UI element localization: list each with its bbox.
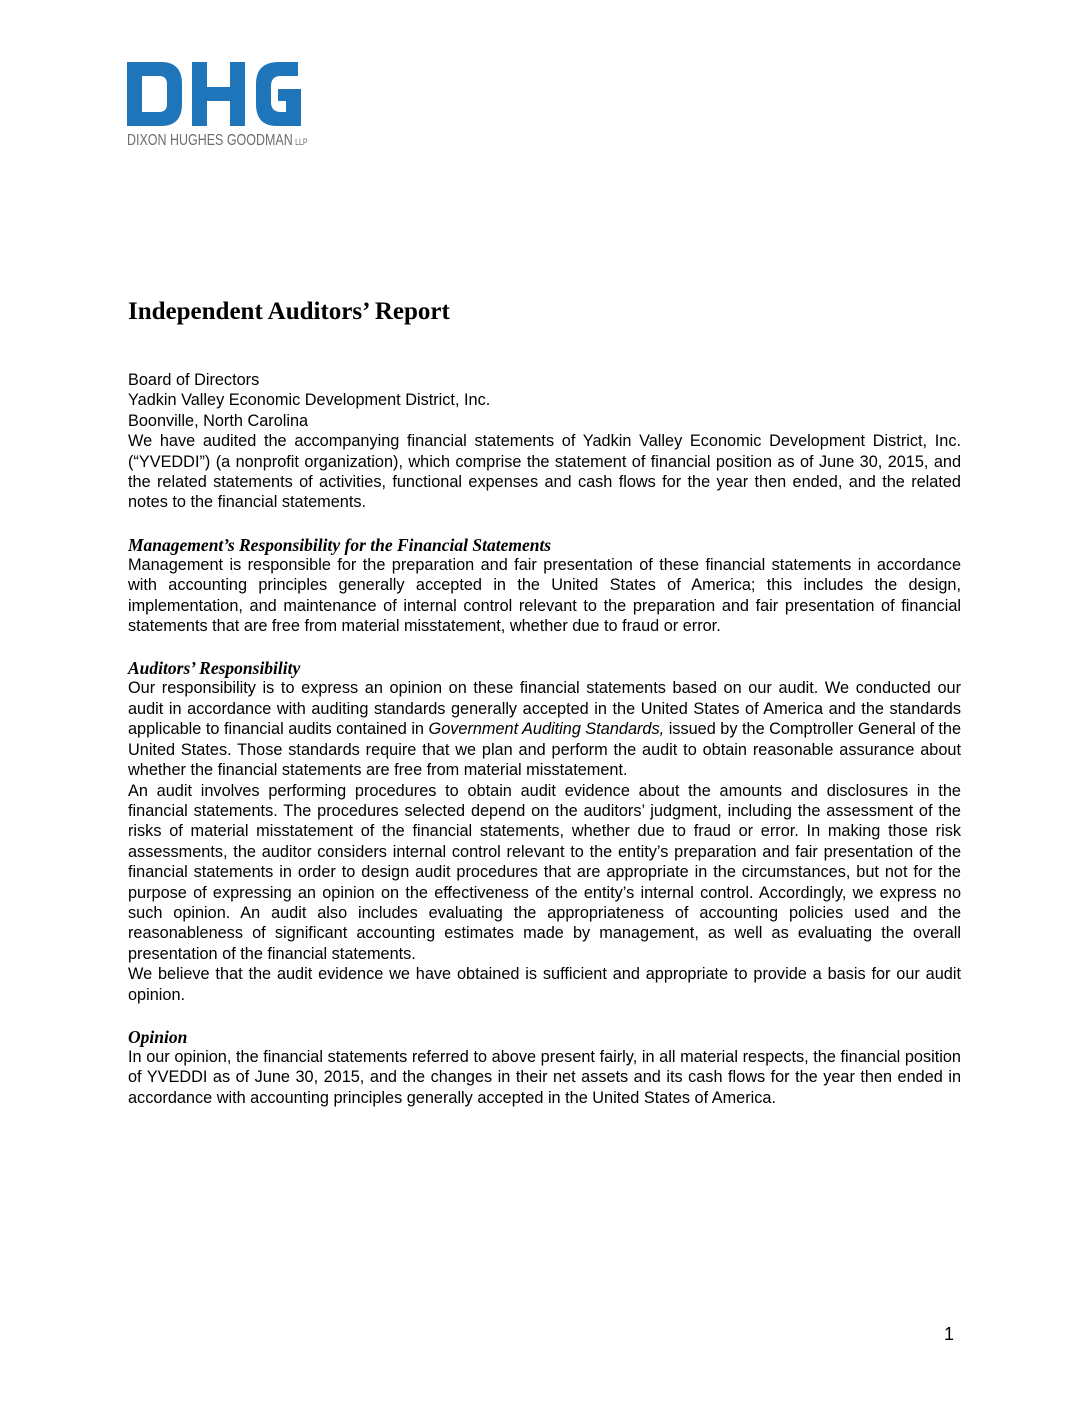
auditors-heading: Auditors’ Responsibility: [128, 658, 301, 679]
report-body: [128, 296, 961, 1108]
management-heading: Management’s Responsibility for the Financial Statements: [128, 534, 552, 555]
addressee-line: Board of Directors: [128, 371, 260, 389]
gas-italic: Government Auditing Standards,: [428, 720, 665, 739]
opinion-heading: Opinion: [128, 1026, 188, 1047]
auditors-text-a: Our responsibility is to express an opinion on these financial statements based on our audit. We conducted our audit in accordance with auditing standards generally accepted in the United States of America and the standards applicable to financial audits contained in: [128, 679, 961, 739]
opinion-paragraph: In our opinion, the financial statements referred to above present fairly, in all material respects, the financial position of YVEDDI as of June 30, 2015, and the changes in their net assets and its cash flows for the year then ended in accordance with accounting principles generally accepted in the United States of America.: [128, 1047, 961, 1107]
addressee-line: Boonville, North Carolina: [128, 411, 309, 430]
firm-name-text: DIXON HUGHES GOODMAN: [127, 132, 293, 149]
auditors-paragraph-3: We believe that the audit evidence we have obtained is sufficient and appropriate to provide a basis for our audit opinion.: [128, 965, 961, 1004]
dhg-logo: [127, 62, 327, 152]
addressee-block: [128, 370, 961, 431]
intro-paragraph: We have audited the accompanying financial statements of Yadkin Valley Economic Development District, Inc. (“YVEDDI”) (a nonprofit organization), which comprise the statement of financial position as of June 30, 2015, and the related statements of activities, functional expenses and cash flows for the year then ended, and the related notes to the financial statements.: [128, 432, 961, 512]
auditors-text-b: issued by the Comptroller General of the United States. Those standards require that we plan and perform the audit to obtain reasonable assurance about whether the financial statements are free from material misstatement.: [128, 720, 962, 780]
report-title: Independent Auditors’ Report: [128, 298, 450, 325]
addressee-line: Yadkin Valley Economic Development District, Inc.: [128, 391, 491, 410]
firm-name: [127, 132, 308, 150]
firm-suffix: LLP: [295, 137, 308, 147]
auditors-paragraph-1: [128, 678, 961, 780]
management-paragraph: Management is responsible for the preparation and fair presentation of these financial statements in accordance with accounting principles generally accepted in the United States of America; this includes the design, implementation, and maintenance of internal control relevant to the preparation and fair presentation of financial statements that are free from material misstatement, whether due to fraud or error.: [128, 555, 961, 636]
auditors-paragraph-2: An audit involves performing procedures to obtain audit evidence about the amounts and disclosures in the financial statements. The procedures selected depend on the auditors’ judgment, including the assessment of the risks of material misstatement of the financial statements, whether due to fraud or error. In making those risk assessments, the auditor considers internal control relevant to the entity’s preparation and fair presentation of the financial statements in order to design audit procedures that are appropriate in the circumstances, but not for the purpose of expressing an opinion on the effectiveness of the entity’s internal control. Accordingly, we express no such opinion. An audit also includes evaluating the appropriateness of accounting policies used and the reasonableness of significant accounting estimates made by management, as well as evaluating the overall presentation of the financial statements.: [128, 781, 961, 963]
dhg-logo-mark: [127, 62, 302, 126]
page-number: 1: [944, 1324, 955, 1344]
